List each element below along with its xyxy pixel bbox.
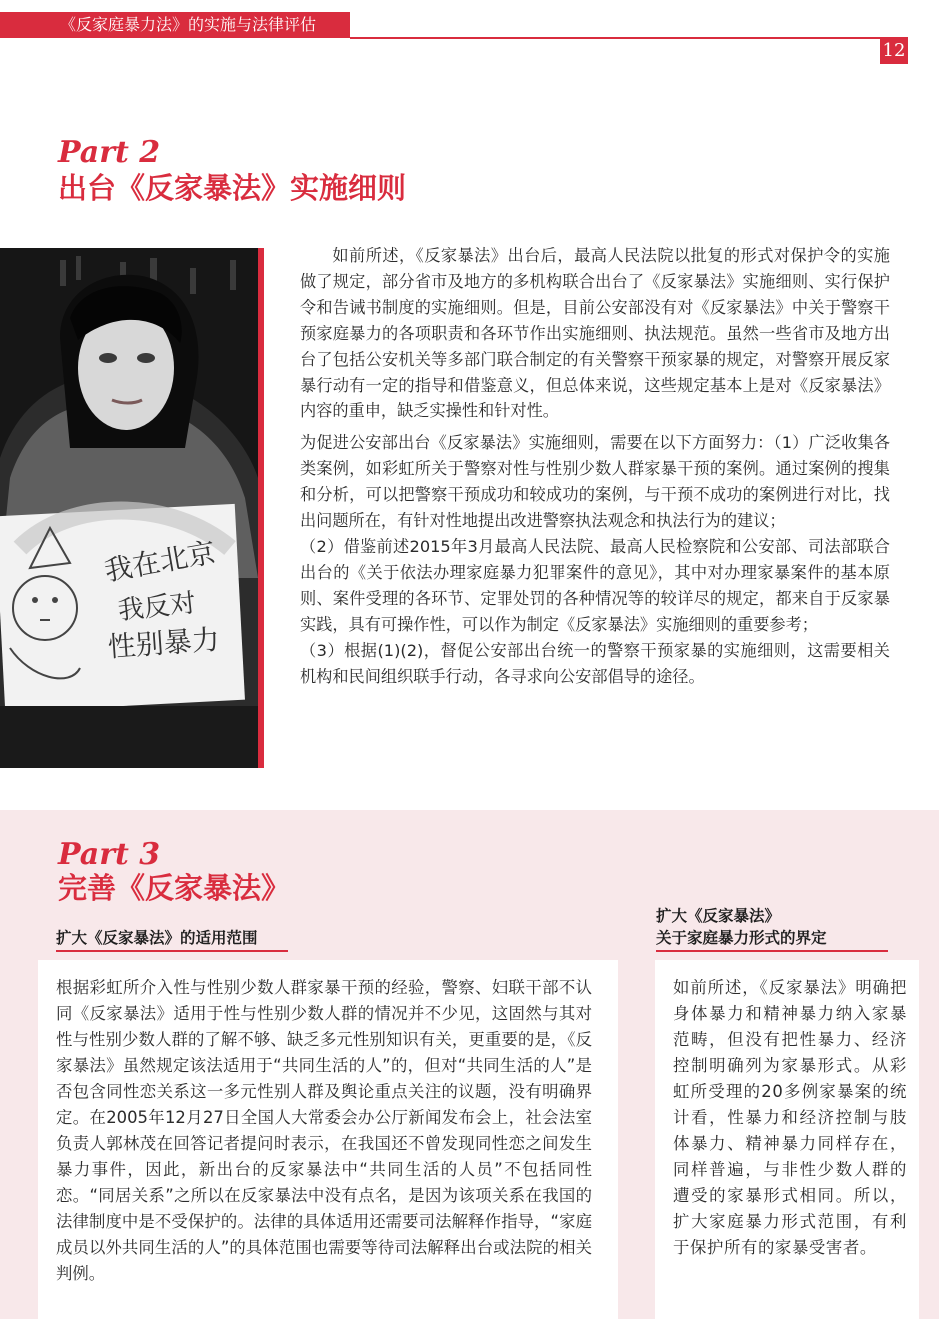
part2-title: 出台《反家暴法》实施细则 [58,171,407,205]
right-subheading-line1: 扩大《反家暴法》 [656,907,781,925]
left-panel-text: 根据彩虹所介入性与性别少数人群家暴干预的经验，警察、妇联干部不认同《反家暴法》适用于性与性别少数人群的情况并不少见，这固然与其对性与性别少数人群的了解不够、缺乏多元性别知识有关，更重要的是，《反家暴法》虽然规定该法适用于“共同生活的人”的，但对“共同生活的人”是否包含同性恋关系这一多元性别人群及舆论重点关注的议题，没有明确界定。在2005年12月27日全国人大常委会办公厅新闻发布会上，社会法室负责人郭林茂在回答记者提问时表示，在我国还不曾发现同性恋之间发生暴力事件，因此，新出台的反家暴法中“共同生活的人员”不包括同性恋。“同居关系”之所以在反家暴法中没有点名，是因为该项关系在我国的法律制度中是不受保护的。法律的具体适用还需要司法解释作指导，“家庭成员以外共同生活的人”的具体范围也需要等待司法解释出台或法院的相关判例。 [56,978,592,1283]
part2-paragraph-4: （3）根据(1)(2)，督促公安部出台统一的警察干预家暴的实施细则，这需要相关机构和民间组织联手行动，各寻求向公安部倡导的途径。 [300,640,890,686]
right-panel-text: 如前所述，《反家暴法》明确把身体暴力和精神暴力纳入家暴范畴，但没有把性暴力、经济控制明确列为家暴形式。从彩虹所受理的20多例家暴案的统计看，性暴力和经济控制与肢体暴力、精神暴力同样存在，同样普遍，与非性少数人群的遭受的家暴形式相同。所以，扩大家庭暴力形式范围，有利于保护所有的家暴受害者。 [673,978,907,1257]
part2-paragraph-1: 如前所述，《反家暴法》出台后，最高人民法院以批复的形式对保护令的实施做了规定，部分省市及地方的多机构联合出台了《反家暴法》实施细则、实行保护令和告诫书制度的实施细则。但是，目前公安部没有对《反家暴法》中关于警察干预家庭暴力的各项职责和各环节作出实施细则、执法规范。虽然一些省市及地方出台了包括公安机关等多部门联合制定的有关警察干预家暴的规定，对警察开展反家暴行动有一定的指导和借鉴意义，但总体来说，这些规定基本上是对《反家暴法》内容的重申，缺乏实操性和针对性。 [300,246,890,421]
photo-accent-bar [258,248,264,768]
part3-title: 完善《反家暴法》 [58,871,291,905]
part2-paragraph-3: （2）借鉴前述2015年3月最高人民法院、最高人民检察院和公安部、司法部联合出台的《关于依法办理家庭暴力犯罪案件的意见》，其中对办理家暴案件的基本原则、案件受理的各环节、定罪处罚的各种情况等的较详尽的规定，都来自于反家暴实践，具有可操作性，可以作为制定《反家暴法》实施细则的重要参考； [300,536,890,634]
page-number: 12 [880,38,908,64]
part2-label: Part 2 [58,135,161,170]
left-subheading: 扩大《反家暴法》的适用范围 [56,929,258,947]
sign-text-line3: 性别暴力 [106,622,221,664]
sign-text-line1: 我在北京 [102,535,219,588]
part3-label: Part 3 [58,837,161,872]
part2-body [300,243,890,689]
running-header-title: 《反家庭暴力法》的实施与法律评估 [60,15,317,34]
protest-photo [0,248,258,768]
right-subheading-line2: 关于家庭暴力形式的界定 [656,929,827,947]
protest-photo-image [0,248,258,768]
part2-paragraph-2: 为促进公安部出台《反家暴法》实施细则，需要在以下方面努力：（1）广泛收集各类案例，如彩虹所关于警察对性与性别少数人群家暴干预的案例。通过案例的搜集和分析，可以把警察干预成功和较成功的案例，与干预不成功的案例进行对比，找出问题所在，有针对性地提出改进警察执法观念和执法行为的建议； [300,433,890,531]
left-subheading-rule [56,950,288,952]
right-subheading-rule [656,950,888,952]
sign-text-line2: 我反对 [116,588,198,627]
header-rule [350,37,908,39]
